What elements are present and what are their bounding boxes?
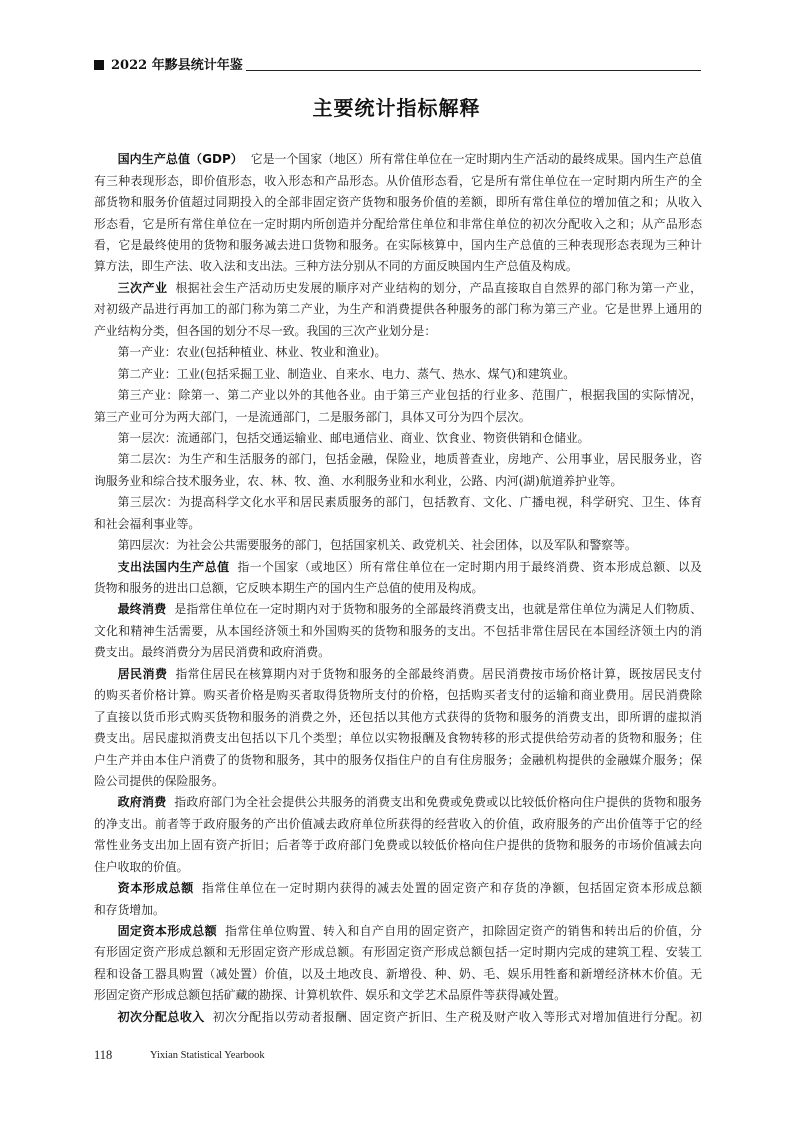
- paragraph-final-consumption: [94, 599, 702, 663]
- text-line: 和社会福利事业等。: [94, 516, 201, 531]
- text-line: [94, 792, 702, 813]
- text-line: 询服务业和综合技术服务业，农、林、牧、渔、水利服务业和水利业，公路、内河(湖)航道养护业等。: [94, 473, 623, 488]
- term-heading: 三次产业: [117, 280, 168, 295]
- term-heading: 政府消费: [117, 795, 167, 810]
- text-line-content: 根据社会生产活动历史发展的顺序对产业结构的划分，产品直接取自自然界的部门称为第一产业，: [175, 280, 702, 295]
- text-line: [94, 149, 702, 170]
- paragraph-primary-industry: [94, 342, 702, 363]
- text-line: 看，它是最终使用的货物和服务减去进口货物和服务。在实际核算中，国内生产总值的三种表现形态表现为三种计: [94, 238, 702, 253]
- text-line: [94, 878, 702, 899]
- text-line: 第三产业：除第一、第二产业以外的其他各业。由于第三产业包括的行业多、范围广，根据我国的实际情况，: [117, 388, 702, 403]
- page-number: 118: [94, 1048, 113, 1062]
- text-line: 第二层次：为生产和生活服务的部门，包括金融，保险业，地质普查业，房地产、公用事业，居民服务业，咨: [117, 452, 702, 467]
- paragraph-government-consumption: [94, 792, 702, 878]
- text-line: 部货物和服务价值超过同期投入的全部非固定资产货物和服务价值的差额，即所有常住单位的增加值之和；从收入: [94, 195, 702, 210]
- publication-name: Yixian Statistical Yearbook: [150, 1050, 265, 1061]
- text-line-content: 是指常住单位在一定时期内对于货物和服务的全部最终消费支出，也就是常住单位为满足人们物质、: [174, 602, 702, 617]
- paragraph-household-consumption: [94, 664, 702, 793]
- paragraph-primary-income: [94, 1007, 702, 1028]
- text-line-content: 指政府部门为全社会提供公共服务的消费支出和免费或免费或以比较低价格向住户提供的货物和服务: [174, 795, 702, 810]
- text-line: [94, 278, 702, 299]
- text-line: 险公司提供的保险服务。: [94, 773, 224, 788]
- text-line-content: 指常住单位购置、转入和自产自用的固定资产，扣除固定资产的销售和转出后的价值，分: [225, 924, 702, 939]
- text-line: 有三种表现形态，即价值形态，收入形态和产品形态。从价值形态看，它是所有常住单位在一定时期内所生产的全: [94, 173, 702, 188]
- text-line: 第三产业可分为两大部门，一是流通部门，二是服务部门，具体又可分为四个层次。: [94, 409, 531, 424]
- paragraph-gdp: [94, 149, 702, 278]
- text-line: 户生产并由本住户消费了的货物和服务，其中的服务仅指住户的自有住房服务；金融机构提供的金融媒介服务；保: [94, 752, 702, 767]
- text-line: 算方法，即生产法、收入法和支出法。三种方法分别从不同的方面反映国内生产总值及构成。: [94, 259, 578, 274]
- paragraph-gross-capital-formation: [94, 878, 702, 921]
- text-line: 形固定资产形成总额包括矿藏的勘探、计算机软件、娱乐和文学艺术品原件等获得减处置。: [94, 988, 566, 1003]
- paragraph-tier-4: [94, 535, 702, 556]
- text-line: 第二产业：工业(包括采掘工业、制造业、自来水、电力、蒸气、热水、煤气)和建筑业。: [117, 366, 576, 381]
- running-header: [94, 57, 243, 75]
- text-line: 第一层次：流通部门，包括交通运输业、邮电通信业、商业、饮食业、物资供销和仓储业。: [117, 430, 590, 445]
- text-line-content: 初次分配指以劳动者报酬、固定资产折旧、生产税及财产收入等形式对增加值进行分配。初: [212, 1009, 702, 1024]
- text-line: 费支出。居民虚拟消费支出包括以下几个类型；单位以实物报酬及食物转移的形式提供给劳动者的货物和服务；住: [94, 731, 702, 746]
- text-line: 第三层次：为提高科学文化水平和居民素质服务的部门，包括教育、文化、广播电视，科学研究、卫生、体育: [117, 495, 702, 510]
- paragraph-expenditure-gdp: [94, 557, 702, 600]
- text-line: 的净支出。前者等于政府服务的产出价值减去政府单位所获得的经营收入的价值，政府服务的产出价值等于它的经: [94, 816, 702, 831]
- yearbook-title: 2022 年黟县统计年鉴: [111, 58, 243, 73]
- term-heading: 固定资本形成总额: [117, 924, 218, 939]
- paragraph-secondary-industry: [94, 364, 702, 385]
- text-line-content: 指常住单位在一定时期内获得的减去处置的固定资产和存货的净额，包括固定资本形成总额: [201, 881, 702, 896]
- text-line: 对初级产品进行再加工的部门称为第二产业，为生产和消费提供各种服务的部门称为第三产业。它是世界上通用的: [94, 302, 702, 317]
- text-line-content: 指常住居民在核算期内对于货物和服务的全部最终消费。居民消费按市场价格计算，既按居民支付: [175, 666, 702, 681]
- text-line: [94, 557, 702, 578]
- term-heading: 国内生产总值（GDP）: [117, 152, 243, 167]
- paragraph-tier-1: [94, 428, 702, 449]
- text-line: [94, 664, 702, 685]
- text-line: 的购买者价格计算。购买者价格是购买者取得货物所支付的价格，包括购买者支付的运输和商业费用。居民消费除: [94, 688, 702, 703]
- term-heading: 资本形成总额: [117, 881, 194, 896]
- term-heading: 最终消费: [117, 602, 167, 617]
- text-line-content: 它是一个国家（地区）所有常住单位在一定时期内生产活动的最终成果。国内生产总值: [250, 152, 702, 167]
- text-line: 文化和精神生活需要，从本国经济领土和外国购买的货物和服务的支出。不包括非常住居民在本国经济领土内的消: [94, 623, 702, 638]
- text-line: 有形固定资产形成总额和无形固定资产形成总额。有形固定资产形成总额包括一定时期内完成的建筑工程、安装工: [94, 945, 702, 960]
- text-line: 程和设备工器具购置（减处置）价值，以及土地改良、新增役、种、奶、毛、娱乐用牲畜和新增经济林木价值。无: [94, 966, 702, 981]
- text-line: 产业结构分类，但各国的划分不尽一致。我国的三次产业划分是：: [94, 323, 437, 338]
- page-title: 主要统计指标解释: [312, 96, 481, 120]
- text-line: 费支出。最终消费分为居民消费和政府消费。: [94, 645, 330, 660]
- paragraph-gross-fixed-capital-formation: [94, 921, 702, 1007]
- text-line: 形态看，它是所有常住单位在一定时期内所创造并分配给常住单位和非常住单位的初次分配收入之和；从产品形态: [94, 216, 702, 231]
- paragraph-tertiary-industry: [94, 385, 702, 428]
- paragraph-tier-3: [94, 492, 702, 535]
- text-line: 和存货增加。: [94, 902, 165, 917]
- square-marker-icon: [94, 60, 104, 70]
- document-body: [94, 149, 702, 1028]
- text-line: 了直接以货币形式购买货物和服务的消费之外，还包括以其他方式获得的货物和服务的消费支出，即所谓的虚拟消: [94, 709, 702, 724]
- text-line: [94, 599, 702, 620]
- text-line: 住户收取的价值。: [94, 859, 189, 874]
- term-heading: 支出法国内生产总值: [117, 559, 230, 574]
- text-line: 第四层次：为社会公共需要服务的部门，包括国家机关、政党机关、社会团体，以及军队和警察等。: [117, 538, 637, 553]
- text-line: [94, 1007, 702, 1028]
- text-line: 常性业务支出加上固有资产折旧；后者等于政府部门免费或以较低价格向住户提供的货物和服务的市场价值减去向: [94, 838, 702, 853]
- text-line-content: 指一个国家（或地区）所有常住单位在一定时期内用于最终消费、资本形成总额、以及: [237, 559, 702, 574]
- paragraph-tier-2: [94, 449, 702, 492]
- text-line: [94, 921, 702, 942]
- term-heading: 初次分配总收入: [117, 1009, 205, 1024]
- text-line: 第一产业：农业(包括种植业、林业、牧业和渔业)。: [117, 345, 387, 360]
- text-line: 货物和服务的进出口总额，它反映本期生产的国内生产总值的使用及构成。: [94, 581, 484, 596]
- paragraph-three-industries: [94, 278, 702, 342]
- term-heading: 居民消费: [117, 666, 168, 681]
- header-rule: [246, 70, 701, 71]
